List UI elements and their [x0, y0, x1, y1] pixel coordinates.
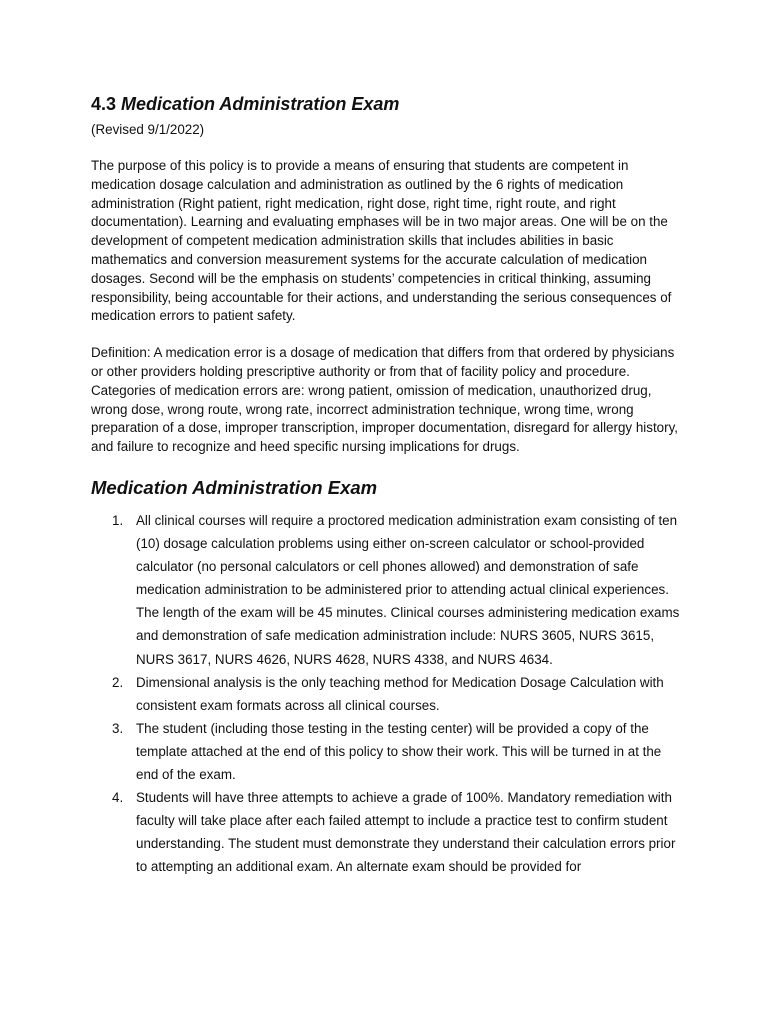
- section-heading: [91, 93, 680, 115]
- exam-policy-list: [91, 509, 680, 879]
- list-item-text: Dimensional analysis is the only teaching method for Medication Dosage Calculation with consistent exam formats across all clinical courses.: [136, 674, 664, 713]
- list-item-number: 1.: [112, 512, 124, 528]
- definition-paragraph: Definition: A medication error is a dosage of medication that differs from that ordered by physicians or other providers holding prescriptive authority or from that of facility policy and procedure. Categories of medication errors are: wrong patient, omission of medication, unauthorized drug, wrong dose, wrong route, wrong rate, incorrect administration technique, wrong time, wrong preparation of a dose, improper transcription, improper documentation, disregard for allergy history, and failure to recognize and heed specific nursing implications for drugs.: [91, 345, 678, 455]
- list-item: [91, 717, 680, 786]
- list-item-number: 3.: [112, 720, 124, 736]
- list-item-text: The student (including those testing in the testing center) will be provided a copy of the template attached at the end of this policy to show their work. This will be turned in at the end of the exam.: [136, 720, 662, 782]
- list-item-text: All clinical courses will require a proctored medication administration exam consisting of ten (10) dosage calculation problems using either on-screen calculator or school-provided calculator (no personal calculators or cell phones allowed) and demonstration of safe medication administration to be administered prior to attending actual clinical experiences. The length of the exam will be 45 minutes. Clinical courses administering medication exams and demonstration of safe medication administration include: NURS 3605, NURS 3615, NURS 3617, NURS 4626, NURS 4628, NURS 4338, and NURS 4634.: [136, 512, 680, 667]
- list-item: [91, 509, 680, 671]
- section-title: Medication Administration Exam: [121, 94, 400, 114]
- list-item-text: Students will have three attempts to achieve a grade of 100%. Mandatory remediation with faculty will take place after each failed attempt to include a practice test to confirm student understanding. The student must demonstrate they understand their calculation errors prior to attempting an additional exam. An alternate exam should be provided for: [136, 790, 676, 875]
- list-item-number: 2.: [112, 674, 124, 690]
- list-item-number: 4.: [112, 790, 124, 806]
- section-number: 4.3: [91, 94, 117, 114]
- purpose-paragraph: The purpose of this policy is to provide a means of ensuring that students are competent in medication dosage calculation and administration as outlined by the 6 rights of medication administration (Right patient, right medication, right dose, right time, right route, and right documentation). Learning and evaluating emphases will be in two major areas. One will be on the development of competent medication administration skills that includes abilities in basic mathematics and conversion measurement systems for the accurate calculation of medication dosages. Second will be the emphasis on students’ competencies in critical thinking, assuming responsibility, being accountable for their actions, and understanding the serious consequences of medication errors to patient safety.: [91, 158, 672, 324]
- list-item: [91, 671, 680, 717]
- exam-subheading: Medication Administration Exam: [91, 476, 378, 498]
- list-item: [91, 786, 680, 878]
- revised-date: (Revised 9/1/2022): [91, 122, 205, 137]
